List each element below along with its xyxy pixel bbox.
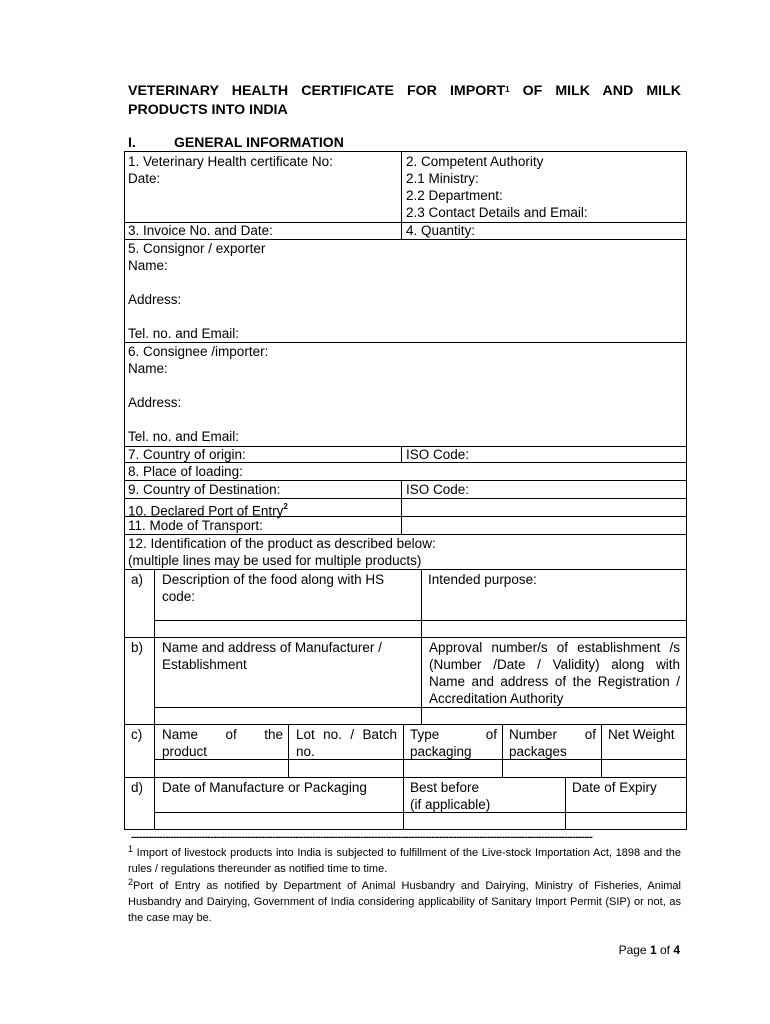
food-description-label: Description of the food along with HS — [162, 572, 385, 587]
section-heading: I. GENERAL INFORMATION — [128, 134, 344, 150]
consignor-tel-label: Tel. no. and Email: — [128, 326, 240, 341]
origin-label: 7. Country of origin: — [128, 447, 246, 462]
approval-label: Approval number/s of establishment /s (Number /Date / Validity) along with Name and address of the Registration / Accreditation Authority — [429, 640, 680, 706]
footnote-2: $^2$Port of Entry as notified by Department of Animal Husbandry and Dairying, Ministry of Fisheries, Animal Husbandry and Dairying, Government of India considering applicability of Sanitary Import Permit (SIP) or not, as the case may be. — [128, 877, 681, 924]
identification-label: 12. Identification of the product as described below: — [128, 536, 436, 551]
footnote-separator: ------------------------------------------------------------------------------------------------------------------------------------------------------------------- — [131, 832, 593, 843]
food-description-label-2: code: — [162, 589, 196, 604]
row-a-label: a) — [131, 572, 144, 587]
consignor-label: 5. Consignor / exporter — [128, 241, 266, 256]
row-d-label: d) — [131, 780, 144, 795]
date-expiry-label: Date of Expiry — [572, 780, 657, 795]
net-weight-label: Net Weight — [608, 727, 675, 742]
consignee-label: 6. Consignee /importer: — [128, 344, 269, 359]
multiple-lines-label: (multiple lines may be used for multiple products) — [128, 553, 422, 568]
document-title: VETERINARY HEALTH CERTIFICATE FOR IMPORT$^1$ OF MILK AND MILK PRODUCTS INTO INDIA — [128, 83, 681, 118]
ministry-label: 2.1 Ministry: — [406, 171, 479, 186]
department-label: 2.2 Department: — [406, 188, 503, 203]
consignee-name-label: Name: — [128, 361, 168, 376]
invoice-label: 3. Invoice No. and Date: — [128, 223, 273, 238]
iso-destination-label: ISO Code: — [406, 482, 470, 497]
page-number: Page 1 of 4 — [618, 943, 680, 957]
lot-no-label: Lot no. / Batch no. — [296, 727, 397, 759]
product-name-label: Name of the product — [162, 727, 283, 759]
row-b-label: b) — [131, 640, 144, 655]
iso-origin-label: ISO Code: — [406, 447, 470, 462]
best-before-label: Best before — [410, 780, 480, 795]
manufacturer-label: Name and address of Manufacturer / — [162, 640, 382, 655]
competent-authority-label: 2. Competent Authority — [406, 154, 544, 169]
row-c-label: c) — [131, 727, 143, 742]
consignor-address-label: Address: — [128, 292, 182, 307]
best-before-label-2: (if applicable) — [410, 797, 491, 812]
consignee-address-label: Address: — [128, 395, 182, 410]
date-label: Date: — [128, 171, 161, 186]
packaging-type-label: Type of packaging — [410, 727, 497, 759]
date-manufacture-label: Date of Manufacture or Packaging — [162, 780, 367, 795]
manufacturer-label-2: Establishment — [162, 657, 247, 672]
destination-label: 9. Country of Destination: — [128, 482, 281, 497]
consignee-tel-label: Tel. no. and Email: — [128, 429, 240, 444]
number-packages-label: Number of packages — [509, 727, 596, 759]
quantity-label: 4. Quantity: — [406, 223, 476, 238]
port-entry-label: 10. Declared Port of Entry$^2$ — [128, 502, 288, 519]
intended-purpose-label: Intended purpose: — [428, 572, 537, 587]
loading-label: 8. Place of loading: — [128, 464, 243, 479]
transport-label: 11. Mode of Transport: — [128, 518, 263, 533]
contact-label: 2.3 Contact Details and Email: — [406, 205, 588, 220]
cert-no-label: 1. Veterinary Health certificate No: — [128, 154, 333, 169]
footnote-1: $^1$ Import of livestock products into India is subjected to fulfillment of the Live-stock Importation Act, 1898 and the rules / regulations thereunder as notified time to time. — [128, 844, 681, 875]
consignor-name-label: Name: — [128, 258, 168, 273]
